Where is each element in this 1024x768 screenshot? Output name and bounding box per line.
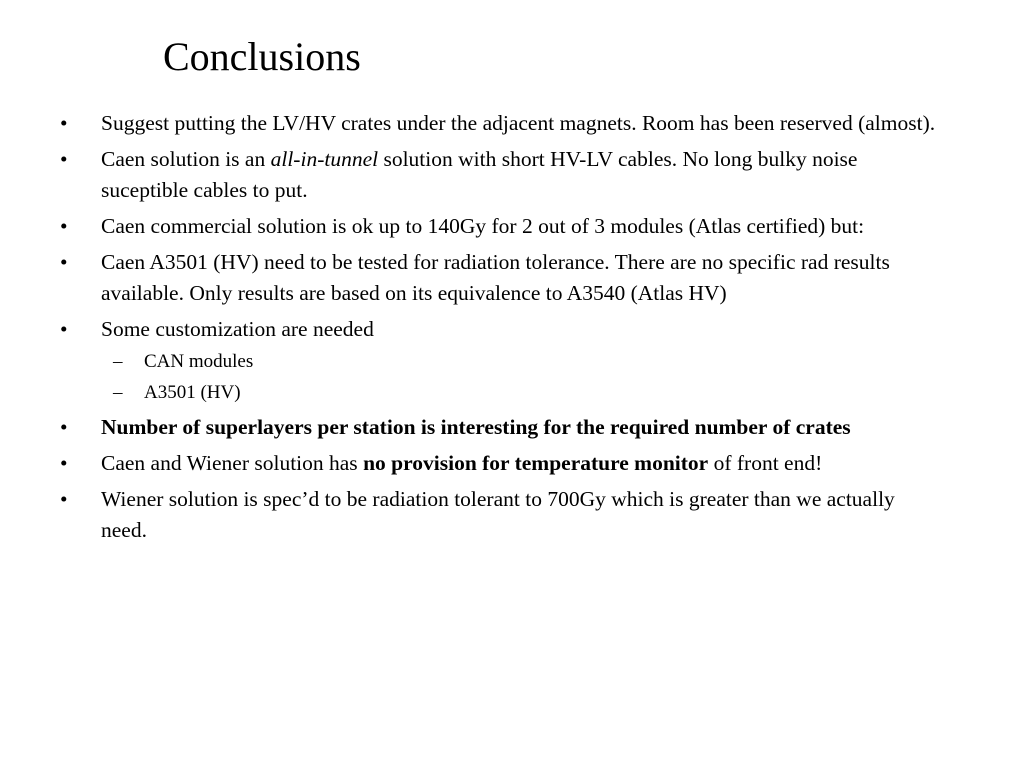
slide-title: Conclusions: [163, 34, 361, 79]
bullet-text: Wiener solution is spec’d to be radiation tolerant to 700Gy which is greater than we actually need.: [101, 487, 895, 542]
bullet-dot: •: [60, 415, 68, 439]
bullet-dot: •: [60, 487, 68, 511]
sub-bullet-dash: –: [113, 382, 123, 403]
bullet-text: solution with short HV-LV cables. No long bulky noise suceptible cables to put.: [101, 147, 858, 202]
sub-bullet-item: [101, 379, 938, 407]
sub-bullet-dash: –: [113, 351, 123, 372]
bullet-dot: •: [60, 451, 68, 475]
bullet-dot: •: [60, 250, 68, 274]
bullet-bold-text: no provision for temperature monitor: [363, 451, 709, 475]
bullet-text: Some customization are needed: [101, 317, 374, 341]
bullet-text: Caen and Wiener solution has: [101, 451, 364, 475]
bullet-text: Suggest putting the LV/HV crates under the adjacent magnets. Room has been reserved (almost).: [101, 111, 936, 135]
bullet-dot: •: [60, 214, 68, 238]
bullet-dot: •: [60, 317, 68, 341]
bullet-item: [58, 484, 938, 546]
bullet-text: Caen A3501 (HV) need to be tested for radiation tolerance. There are no specific rad results available. Only results are based on its equivalence to A3540 (Atlas HV): [101, 250, 890, 305]
bullet-item: [58, 314, 938, 407]
bullet-list: [58, 108, 938, 551]
bullet-text: of front end!: [708, 451, 823, 475]
bullet-text: Caen commercial solution is ok up to 140Gy for 2 out of 3 modules (Atlas certified) but:: [101, 214, 865, 238]
bullet-dot: •: [60, 111, 68, 135]
bullet-item: [58, 211, 938, 242]
bullet-text: Caen solution is an: [101, 147, 271, 171]
bullet-item: [58, 448, 938, 479]
sub-bullet-text: A3501 (HV): [144, 382, 241, 403]
sub-bullet-text: CAN modules: [144, 351, 254, 372]
bullet-italic-text: all-in-tunnel: [270, 147, 379, 171]
bullet-item: [58, 144, 938, 206]
bullet-item: [58, 247, 938, 309]
bullet-bold-text: Number of superlayers per station is interesting for the required number of crates: [101, 415, 851, 439]
bullet-item: [58, 412, 938, 443]
bullet-dot: •: [60, 147, 68, 171]
sub-bullet-item: [101, 348, 938, 376]
bullet-item: [58, 108, 938, 139]
sub-bullet-list: [58, 348, 938, 407]
